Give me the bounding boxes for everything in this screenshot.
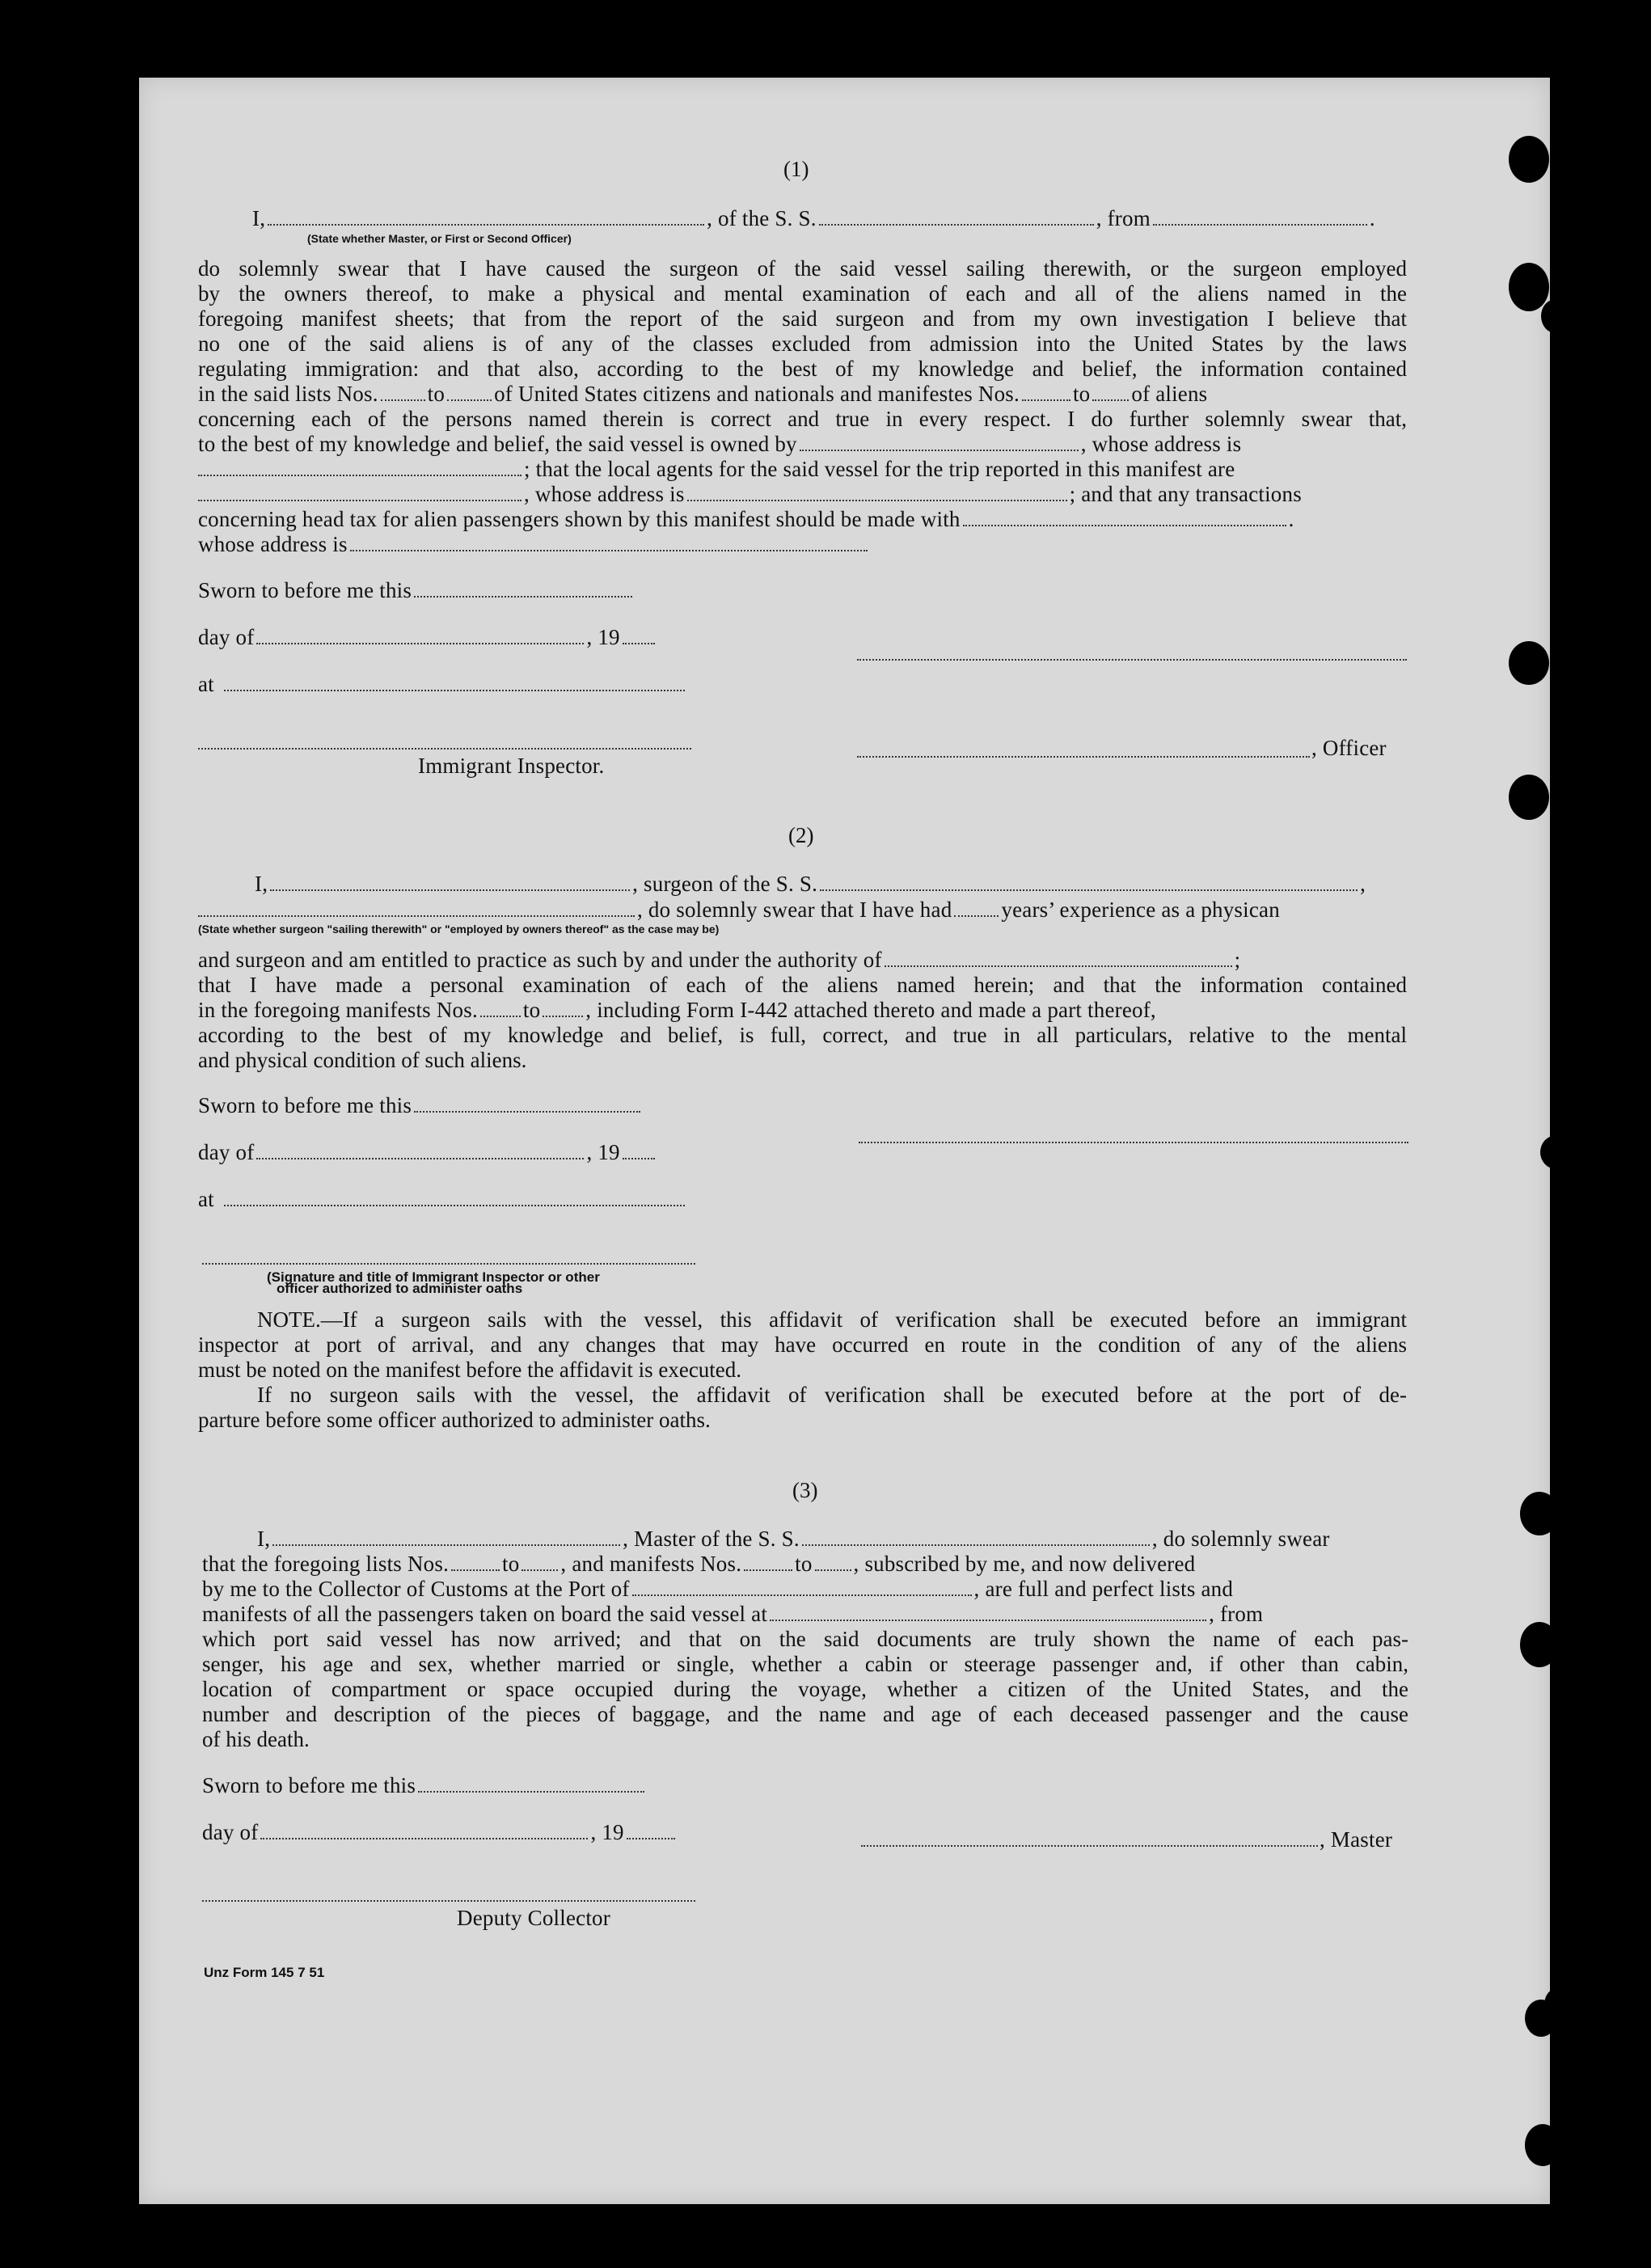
owner-line: to the best of my knowledge and belief, the said vessel is owned by , whose address is (198, 432, 1242, 456)
manifests-to-field[interactable] (1092, 399, 1129, 401)
year-field[interactable] (623, 1158, 655, 1159)
sworn-line: Sworn to before me this (202, 1773, 647, 1798)
manifests-from-field[interactable] (744, 1569, 792, 1571)
sworn-day-field[interactable] (414, 1111, 640, 1113)
deputy-signature-line[interactable] (202, 1900, 695, 1902)
port-line: by me to the Collector of Customs at the Port of , are full and perfect lists and (202, 1577, 1234, 1601)
from-field[interactable] (1153, 224, 1367, 226)
day-of-line: day of , 19 (198, 1140, 657, 1165)
punch-hole (1525, 2124, 1560, 2166)
surgeon-vessel-field[interactable] (820, 889, 1358, 891)
section-3-heading: (3) (792, 1478, 818, 1502)
master-line: I, , Master of the S. S. , do solemnly swear (257, 1527, 1330, 1551)
note-line: If no surgeon sails with the vessel, the affidavit of verification shall be executed before at the port of de- (257, 1383, 1407, 1407)
manifests-to-field[interactable] (543, 1016, 583, 1017)
head-tax-address-field[interactable] (350, 550, 868, 551)
oath-line: foregoing manifest sheets; that from the report of the said surgeon and from my own investigation I believe that (198, 306, 1407, 331)
name-field[interactable] (268, 224, 704, 226)
oath-line: do solemnly swear that I have caused the surgeon of the said vessel sailing therewith, or the surgeon employed (198, 256, 1407, 281)
years-field[interactable] (954, 915, 999, 917)
inspector-label: Immigrant Inspector. (418, 754, 605, 778)
punch-hole (1520, 1492, 1559, 1535)
manifests-from-field[interactable] (1022, 399, 1070, 401)
oath-line: no one of the said aliens is of any of the classes excluded from admission into the United States by the laws (198, 332, 1407, 356)
year-field[interactable] (623, 643, 655, 644)
punch-hole (1544, 1987, 1573, 2021)
authority-field[interactable] (885, 965, 1232, 967)
master-signature-line[interactable] (861, 1845, 1318, 1847)
month-field[interactable] (260, 1838, 588, 1839)
sworn-line: Sworn to before me this (198, 1093, 643, 1118)
boarded-line: manifests of all the passengers taken on board the said vessel at , from (202, 1602, 1264, 1626)
lists-to-field[interactable] (447, 399, 492, 401)
section-1-heading: (1) (783, 157, 809, 181)
agents-line: , whose address is ; and that any transactions (198, 482, 1302, 507)
signature-line[interactable] (859, 1142, 1408, 1143)
lists-from-field[interactable] (451, 1569, 500, 1571)
master-note: (State whether Master, or First or Second Officer) (307, 232, 572, 245)
note-line: must be noted on the manifest before the affidavit is executed. (198, 1358, 742, 1382)
agents-field[interactable] (198, 500, 521, 501)
officer-signature-line[interactable] (202, 1263, 695, 1265)
lists-to-field[interactable] (521, 1569, 558, 1571)
manifests-from-field[interactable] (480, 1016, 521, 1017)
manifests-line: in the foregoing manifests Nos. to , including Form I-442 attached thereto and made a part thereof, (198, 998, 1156, 1022)
year-field[interactable] (627, 1838, 675, 1839)
oath-line: concerning each of the persons named therein is correct and true in every respect. I do further solemnly swear that, (198, 407, 1407, 431)
punch-hole (1509, 263, 1549, 311)
master-oath-line: which port said vessel has now arrived; and that on the said documents are truly shown the name of each pas- (202, 1627, 1408, 1651)
place-field[interactable] (224, 690, 685, 691)
head-tax-address-line: whose address is (198, 532, 870, 557)
place-field[interactable] (224, 1205, 685, 1206)
surgeon-oath-line: and physical condition of such aliens. (198, 1048, 527, 1072)
signature-line[interactable] (857, 659, 1407, 661)
surgeon-status-field[interactable] (198, 915, 635, 917)
officer-signature-line[interactable] (857, 756, 1310, 758)
punch-hole (1509, 136, 1549, 183)
master-vessel-field[interactable] (802, 1544, 1150, 1546)
boarded-at-field[interactable] (770, 1620, 1206, 1621)
agents-address-field[interactable] (687, 500, 1067, 501)
at-line: at (198, 672, 687, 697)
surgeon-oath-line: that I have made a personal examination of each of the aliens named herein; and that the information contained (198, 973, 1407, 997)
port-field[interactable] (632, 1594, 972, 1596)
day-of-line: day of , 19 (198, 625, 657, 650)
master-oath-line: senger, his age and sex, whether married or single, whether a cabin or steerage passenger and, if other than cabin, (202, 1652, 1408, 1676)
master-name-field[interactable] (272, 1544, 620, 1546)
lists-line: in the said lists Nos. to of United States citizens and nationals and manifestes Nos. to of aliens (198, 382, 1208, 406)
day-of-line: day of , 19 (202, 1820, 678, 1845)
owner-address-line: ; that the local agents for the said vessel for the trip reported in this manifest are (198, 457, 1235, 482)
lists-line: that the foregoing lists Nos. to , and manifests Nos. to , subscribed by me, and now delivered (202, 1552, 1196, 1576)
sworn-day-field[interactable] (414, 596, 632, 598)
note-line: parture before some officer authorized to administer oaths. (198, 1408, 711, 1432)
owner-address-field[interactable] (198, 475, 521, 476)
head-tax-field[interactable] (963, 525, 1286, 526)
month-field[interactable] (256, 1158, 584, 1159)
owner-field[interactable] (800, 450, 1079, 451)
punch-hole (1540, 1135, 1573, 1169)
surgeon-note: (State whether surgeon "sailing therewith" or "employed by owners thereof" as the case may be) (198, 923, 720, 935)
lists-from-field[interactable] (381, 399, 425, 401)
note-line: inspector at port of arrival, and any changes that may have occurred en route in the condition of any of the aliens (198, 1333, 1407, 1357)
authority-line: and surgeon and am entitled to practice as such by and under the authority of ; (198, 948, 1241, 972)
master-oath-line: number and description of the pieces of baggage, and the name and age of each deceased passenger and the cause (202, 1702, 1408, 1726)
affiant-line: I, , of the S. S. , from . (252, 206, 1375, 230)
sworn-line: Sworn to before me this (198, 578, 635, 603)
section-2-heading: (2) (788, 823, 814, 847)
manifests-to-field[interactable] (815, 1569, 851, 1571)
surgeon-oath-line: according to the best of my knowledge and belief, is full, correct, and true in all particulars, relative to the mental (198, 1023, 1407, 1047)
surgeon-name-field[interactable] (270, 889, 630, 891)
form-number: Unz Form 145 7 51 (204, 1965, 325, 1980)
signature-note: (Signature and title of Immigrant Inspector or other (267, 1269, 600, 1285)
punch-hole (1509, 641, 1549, 685)
punch-hole (1541, 299, 1570, 333)
note-line: NOTE.—If a surgeon sails with the vessel, this affidavit of verification shall be executed before an immigrant (257, 1307, 1407, 1332)
master-label: , Master (1320, 1827, 1393, 1852)
vessel-field[interactable] (819, 224, 1094, 226)
sworn-day-field[interactable] (418, 1791, 644, 1793)
officer-label: , Officer (1311, 736, 1387, 760)
surgeon-swear-line: , do solemnly swear that I have had years’ experience as a physican (198, 897, 1280, 923)
punch-hole (1509, 775, 1549, 820)
master-oath-line: of his death. (202, 1727, 310, 1751)
signature-note: officer authorized to administer oaths (277, 1281, 523, 1296)
surgeon-line: I, , surgeon of the S. S. , (255, 872, 1366, 896)
oath-line: regulating immigration: and that also, according to the best of my knowledge and belief, the information contained (198, 357, 1407, 381)
at-line: at (198, 1187, 687, 1212)
head-tax-line: concerning head tax for alien passengers shown by this manifest should be made with . (198, 507, 1294, 531)
month-field[interactable] (256, 643, 584, 644)
oath-line: by the owners thereof, to make a physical and mental examination of each and all of the aliens named in the (198, 281, 1407, 306)
inspector-signature-line[interactable] (198, 748, 691, 750)
deputy-label: Deputy Collector (457, 1906, 610, 1930)
punch-hole (1520, 1622, 1559, 1667)
master-oath-line: location of compartment or space occupied during the voyage, whether a citizen of the United States, and the (202, 1677, 1408, 1701)
